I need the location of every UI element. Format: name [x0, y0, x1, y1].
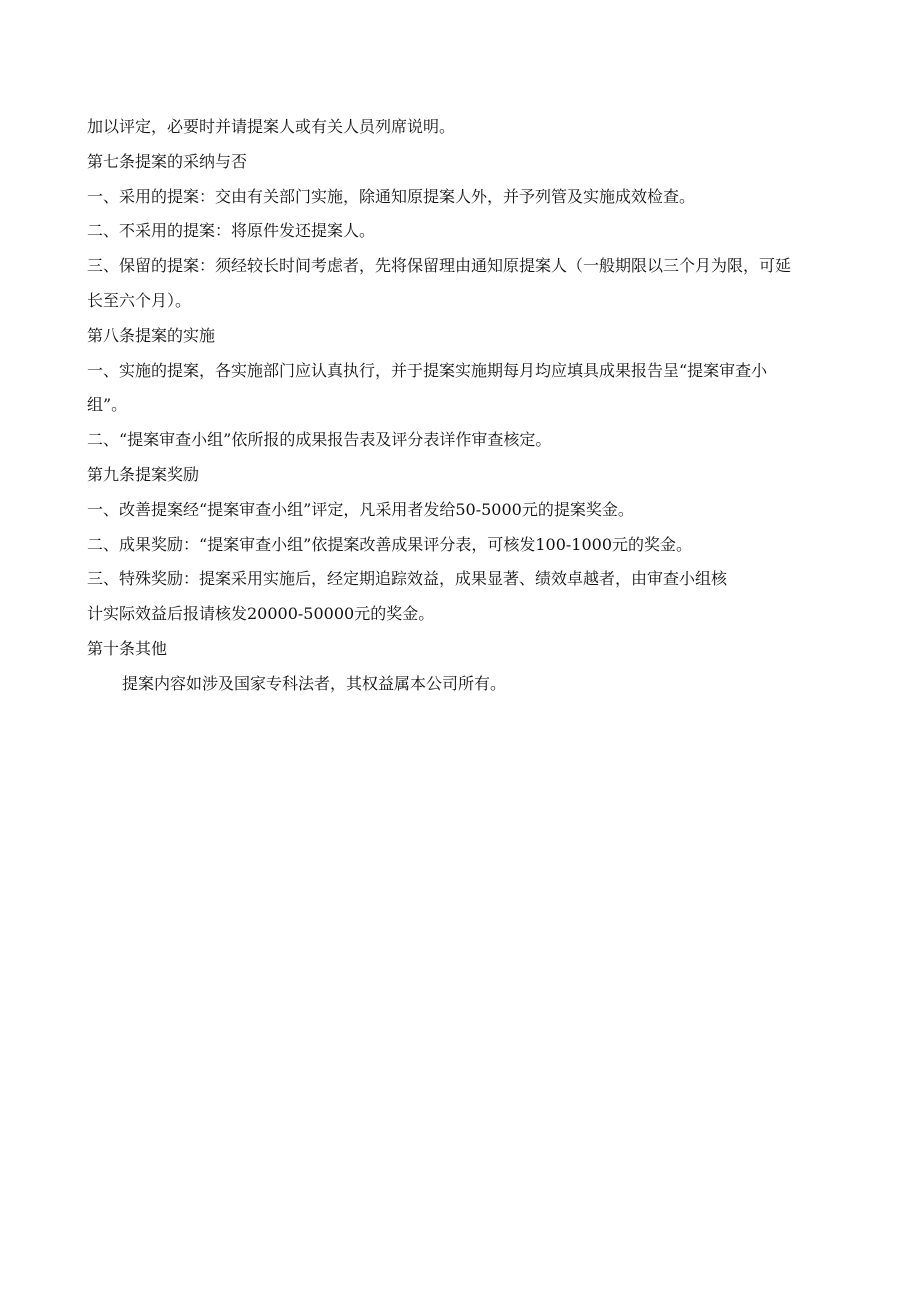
article-7-heading: 第七条提案的采纳与否 — [87, 151, 248, 171]
article-8-heading: 第八条提案的实施 — [87, 325, 216, 345]
article-8-item-1-continued: 组”。 — [87, 395, 128, 415]
article-7-item-1: 一、采用的提案：交由有关部门实施，除通知原提案人外，并予列管及实施成效检查。 — [87, 186, 696, 206]
article-8-item-1: 一、实施的提案，各实施部门应认真执行，并于提案实施期每月均应填具成果报告呈“提案审查小 — [87, 360, 768, 380]
article-9-item-2: 二、成果奖励：“提案审查小组”依提案改善成果评分表，可核发100-1000元的奖金。 — [87, 534, 693, 554]
article-10-text: 提案内容如涉及国家专科法者，其权益属本公司所有。 — [122, 673, 507, 693]
document-body — [87, 110, 835, 702]
article-7-item-3: 三、保留的提案：须经较长时间考虑者，先将保留理由通知原提案人（一般期限以三个月为限，可延 — [87, 256, 792, 276]
article-9-heading: 第九条提案奖励 — [87, 464, 200, 484]
article-9-item-3: 三、特殊奖励：提案采用实施后，经定期追踪效益，成果显著、绩效卓越者，由审查小组核 — [87, 569, 728, 589]
article-8-item-2: 二、“提案审查小组”依所报的成果报告表及评分表详作审查核定。 — [87, 430, 552, 450]
paragraph-continuation: 加以评定，必要时并请提案人或有关人员列席说明。 — [87, 117, 456, 136]
article-9-item-1: 一、改善提案经“提案审查小组”评定，凡采用者发给50-5000元的提案奖金。 — [87, 499, 634, 519]
article-10-heading: 第十条其他 — [87, 638, 168, 658]
article-7-item-2: 二、不采用的提案：将原件发还提案人。 — [87, 221, 376, 241]
article-7-item-3-continued: 长至六个月）。 — [87, 290, 192, 310]
article-9-item-3-continued: 计实际效益后报请核发20000-50000元的奖金。 — [87, 604, 435, 624]
